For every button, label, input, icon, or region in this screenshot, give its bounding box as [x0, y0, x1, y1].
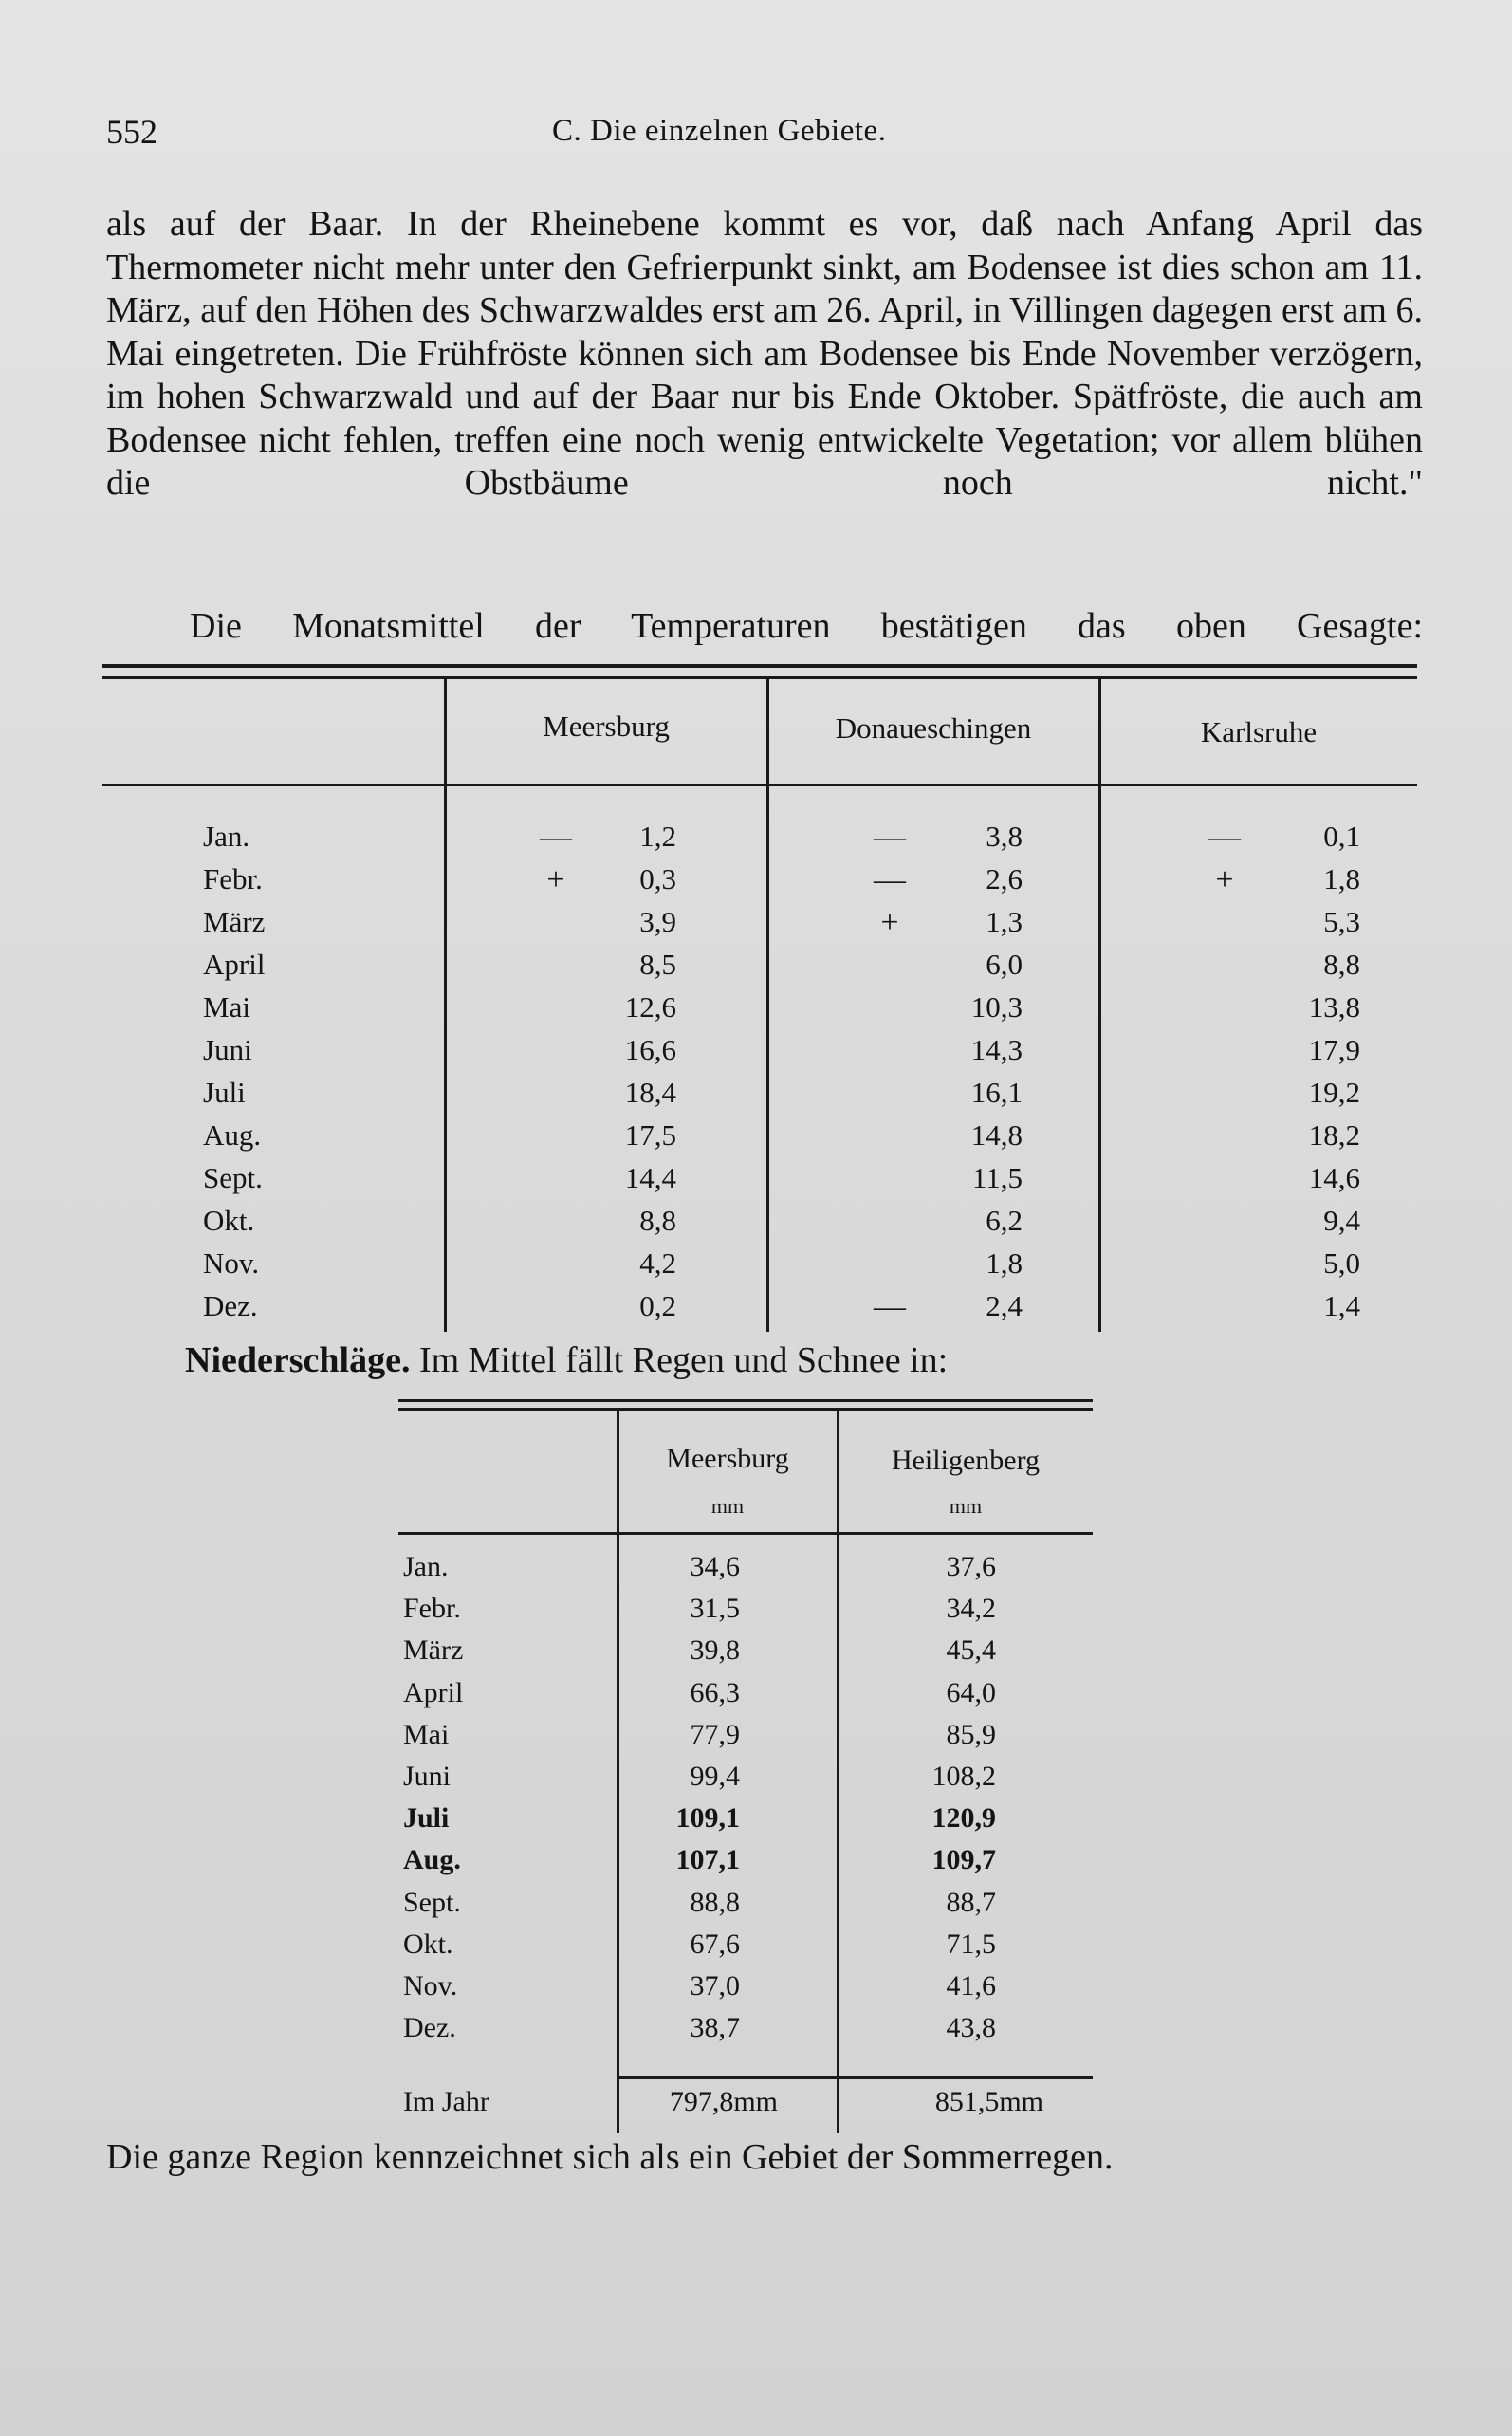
heiligenberg-value: 108,2 [931, 1761, 996, 1792]
month-label: März [403, 1634, 464, 1667]
heiligenberg-value: 34,2 [946, 1593, 996, 1625]
paragraph-temperature-intro: Die Monatsmittel der Temperaturen bestätigen das oben Gesagte: [190, 606, 1423, 646]
meersburg-value: 77,9 [690, 1718, 740, 1750]
donaueschingen-value: 2,6 [986, 862, 1023, 895]
karlsruhe-value: 18,2 [1308, 1118, 1360, 1152]
heiligenberg-value: 45,4 [946, 1634, 996, 1667]
table-row [102, 1289, 1417, 1332]
paragraph-summer-rain: Die ganze Region kennzeichnet sich als ein Gebiet der Sommerregen. [106, 2137, 1114, 2177]
month-label: April [403, 1676, 464, 1708]
meersburg-value: 88,8 [690, 1886, 740, 1918]
donaueschingen-value: 14,8 [970, 1118, 1023, 1152]
precipitation-table [398, 1399, 1093, 2139]
meersburg-value: 3,9 [639, 905, 676, 938]
page-number: 552 [106, 113, 157, 151]
donaueschingen-value: 1,8 [986, 1246, 1023, 1280]
donaueschingen-value: 11,5 [971, 1161, 1023, 1194]
table-row [102, 948, 1417, 990]
meersburg-value: 39,8 [690, 1634, 740, 1667]
karlsruhe-value: 13,8 [1308, 990, 1360, 1024]
heiligenberg-value: 64,0 [946, 1676, 996, 1708]
donaueschingen-value: 10,3 [970, 990, 1023, 1024]
donaueschingen-value: 6,0 [986, 948, 1023, 981]
table-row [102, 1204, 1417, 1246]
karlsruhe-value: 14,6 [1308, 1161, 1360, 1194]
table-row [102, 1033, 1417, 1076]
column-header-karlsruhe: Karlsruhe [1200, 715, 1318, 748]
month-label: Nov. [403, 1970, 458, 2002]
donaueschingen-value: 3,8 [986, 820, 1023, 853]
running-title: C. Die einzelnen Gebiete. [552, 114, 887, 148]
meersburg-value: 8,8 [639, 1204, 676, 1237]
sign: + [1215, 862, 1234, 897]
table-row [398, 1634, 1093, 1676]
total-label: Im Jahr [403, 2086, 489, 2117]
karlsruhe-value: 8,8 [1323, 948, 1360, 981]
table-row [398, 1928, 1093, 1970]
meersburg-value: 67,6 [690, 1928, 740, 1960]
unit-label: mm [949, 1494, 983, 1518]
month-label: Juli [403, 1802, 450, 1835]
meersburg-value: 37,0 [690, 1970, 740, 2002]
table-row [398, 2012, 1093, 2054]
table-row [398, 1802, 1093, 1844]
table-row [102, 1161, 1417, 1204]
total-rule [617, 2076, 1093, 2079]
month-label: April [203, 948, 266, 981]
month-label: Dez. [203, 1289, 258, 1322]
meersburg-value: 4,2 [639, 1246, 676, 1280]
column-header-donaueschingen: Donaueschingen [835, 711, 1032, 745]
meersburg-value: 66,3 [690, 1676, 740, 1708]
table-row [398, 1719, 1093, 1761]
karlsruhe-value: 19,2 [1308, 1076, 1360, 1109]
month-label: Febr. [403, 1593, 461, 1625]
month-label: Aug. [203, 1118, 262, 1152]
month-label: Okt. [403, 1928, 453, 1960]
donaueschingen-value: 2,4 [986, 1289, 1023, 1322]
unit-label: mm [710, 1494, 745, 1518]
table-row [398, 1761, 1093, 1802]
month-label: März [203, 905, 266, 938]
table-row [102, 990, 1417, 1033]
heiligenberg-value: 109,7 [931, 1844, 996, 1876]
month-label: Sept. [203, 1161, 263, 1194]
table-row [102, 1118, 1417, 1161]
table-row [398, 1551, 1093, 1593]
month-label: Juni [203, 1033, 252, 1066]
table-row [398, 1844, 1093, 1886]
month-label: Aug. [403, 1844, 461, 1876]
karlsruhe-value: 1,8 [1323, 862, 1360, 895]
meersburg-value: 99,4 [690, 1761, 740, 1792]
table-row [102, 862, 1417, 905]
heiligenberg-value: 43,8 [946, 2012, 996, 2044]
meersburg-value: 0,3 [639, 862, 676, 895]
table-row [398, 1593, 1093, 1634]
month-label: Juli [203, 1076, 246, 1109]
table-row [398, 1970, 1093, 2012]
sign: — [540, 820, 572, 855]
heiligenberg-total: 851,5mm [934, 2086, 1043, 2117]
table-top-rule [102, 664, 1417, 668]
heiligenberg-value: 88,7 [946, 1886, 996, 1918]
table-header-rule [398, 1532, 1093, 1535]
month-label: Okt. [203, 1204, 255, 1237]
month-label: Nov. [203, 1246, 260, 1280]
heiligenberg-value: 71,5 [946, 1928, 996, 1960]
donaueschingen-value: 16,1 [970, 1076, 1023, 1109]
niederschlaege-line [185, 1339, 1323, 1383]
niederschlaege-label: Niederschläge. [185, 1340, 411, 1380]
niederschlaege-text: Im Mittel fällt Regen und Schnee in: [418, 1340, 949, 1380]
meersburg-value: 34,6 [690, 1551, 740, 1582]
column-header-heiligenberg: Heiligenberg [891, 1445, 1041, 1476]
heiligenberg-value: 37,6 [946, 1551, 996, 1582]
karlsruhe-value: 5,0 [1323, 1246, 1360, 1280]
table-row [398, 1677, 1093, 1719]
karlsruhe-value: 17,9 [1308, 1033, 1360, 1066]
meersburg-total: 797,8mm [669, 2086, 778, 2117]
sign: + [546, 862, 565, 897]
karlsruhe-value: 5,3 [1323, 905, 1360, 938]
table-top-rule [398, 1399, 1093, 1402]
sign: — [874, 862, 906, 897]
donaueschingen-value: 6,2 [986, 1204, 1023, 1237]
heiligenberg-value: 85,9 [946, 1718, 996, 1750]
meersburg-value: 0,2 [639, 1289, 676, 1322]
table-row [102, 820, 1417, 862]
table-header-rule [102, 784, 1417, 786]
meersburg-value: 17,5 [624, 1118, 676, 1152]
sign: + [880, 905, 899, 940]
heiligenberg-value: 120,9 [931, 1802, 996, 1835]
total-row [398, 2086, 1093, 2128]
table-row [102, 1076, 1417, 1118]
donaueschingen-value: 1,3 [986, 905, 1023, 938]
month-label: Dez. [403, 2012, 456, 2044]
meersburg-value: 8,5 [639, 948, 676, 981]
meersburg-value: 1,2 [639, 820, 676, 853]
column-header-meersburg: Meersburg [543, 710, 670, 743]
table-row [398, 1887, 1093, 1928]
column-header-meersburg: Meersburg [666, 1443, 789, 1474]
meersburg-value: 38,7 [690, 2012, 740, 2044]
month-label: Febr. [203, 862, 263, 895]
table-row [102, 1246, 1417, 1289]
month-label: Mai [403, 1718, 450, 1750]
meersburg-value: 16,6 [624, 1033, 676, 1066]
month-label: Jan. [403, 1551, 449, 1582]
karlsruhe-value: 1,4 [1323, 1289, 1360, 1322]
meersburg-value: 18,4 [624, 1076, 676, 1109]
karlsruhe-value: 9,4 [1323, 1204, 1360, 1237]
page-header [106, 112, 1415, 159]
month-label: Juni [403, 1761, 452, 1792]
meersburg-value: 107,1 [675, 1844, 740, 1876]
table-top-rule-2 [398, 1408, 1093, 1411]
meersburg-value: 14,4 [624, 1161, 676, 1194]
karlsruhe-value: 0,1 [1323, 820, 1360, 853]
table-row [102, 905, 1417, 948]
meersburg-value: 109,1 [675, 1802, 740, 1835]
sign: — [874, 820, 906, 855]
donaueschingen-value: 14,3 [970, 1033, 1023, 1066]
sign: — [1208, 820, 1241, 855]
sign: — [874, 1289, 906, 1324]
heiligenberg-value: 41,6 [946, 1970, 996, 2002]
temperature-table [102, 664, 1417, 1339]
meersburg-value: 12,6 [624, 990, 676, 1024]
paragraph-frost-dates: als auf der Baar. In der Rheinebene kommt es vor, daß nach Anfang April das Thermometer nicht mehr unter den Gefrierpunkt sinkt, am Bodensee ist dies schon am 11. März, auf den Höhen des Schwarzwaldes erst am 26. April, in Villingen dagegen erst am 6. Mai eingetreten. Die Frühfröste können sich am Bodensee bis Ende November verzögern, im hohen Schwarzwald und auf der Baar nur bis Ende Oktober. Spätfröste, die auch am Bodensee nicht fehlen, treffen eine noch wenig entwickelte Vegetation; vor allem blühen die Obstbäume noch nicht." [106, 204, 1423, 503]
table-top-rule-2 [102, 676, 1417, 679]
month-label: Mai [203, 990, 250, 1024]
month-label: Jan. [203, 820, 250, 853]
meersburg-value: 31,5 [690, 1593, 740, 1625]
month-label: Sept. [403, 1886, 461, 1918]
